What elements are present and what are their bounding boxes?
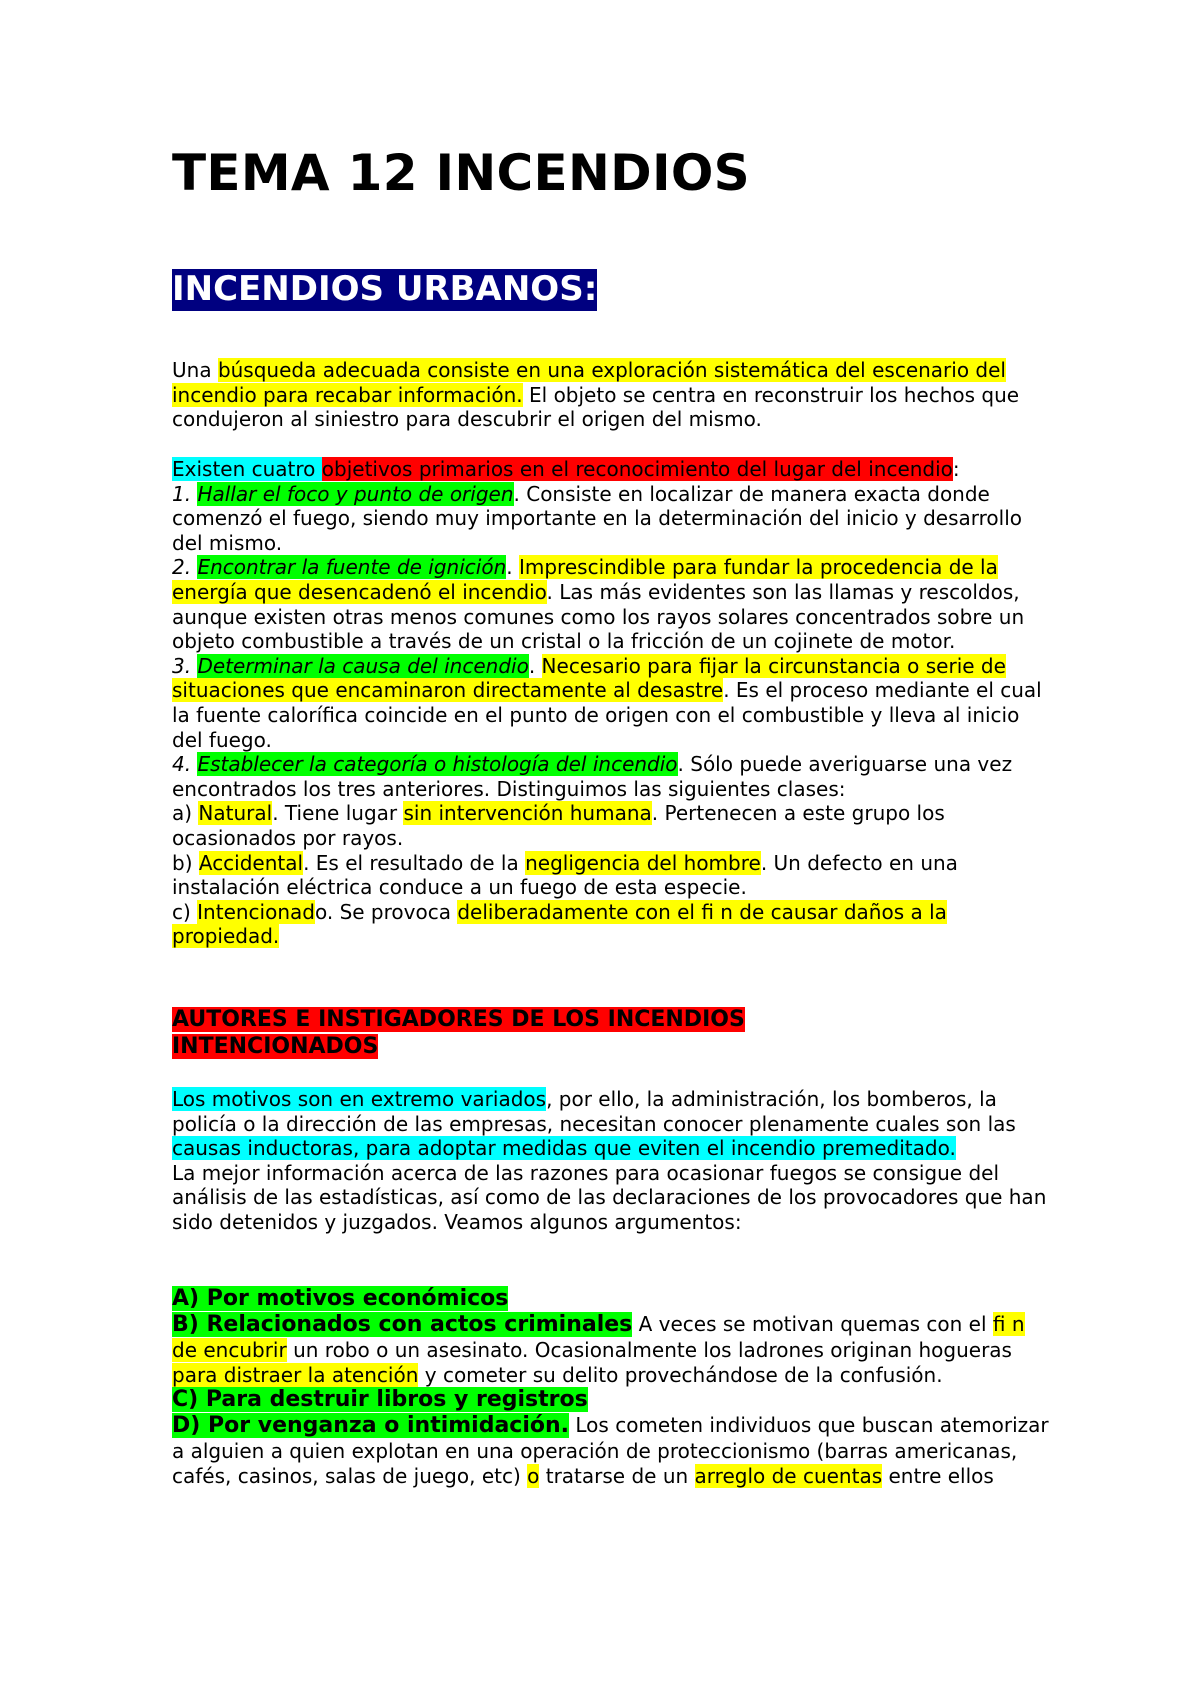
- item3-text: . Es el proceso mediante el cual la fuente calorífica coincide en el punto de origen con el combustible y lleva al inicio del fuego.: [172, 678, 1042, 752]
- item1-text: . Consiste en localizar de manera exacta donde comenzó el fuego, siendo muy importante en la determinación del inicio y desarrollo del mismo.: [172, 481, 1023, 555]
- class-c-name: Intencionad: [197, 899, 315, 924]
- class-b-text: . Es el resultado de la: [303, 850, 526, 875]
- class-a-text: . Tiene lugar: [272, 801, 404, 826]
- item3-highlight: Necesario para fijar la circunstancia o serie de situaciones que encaminaron directamente al desastre: [172, 653, 1006, 703]
- arguments-block: [172, 1286, 1052, 1488]
- item4-num: 4.: [172, 752, 198, 777]
- argument-d-text: Los cometen individuos que buscan atemorizar a alguien a quien explotan en una operación de proteccionismo (barras americanas, cafés, casinos, salas de juego, etc): [172, 1413, 1049, 1488]
- item2-text: . Las más evidentes son las llamas y rescoldos, aunque existen otras menos comunes como los rayos solares concentrados sobre un objeto combustible a través de un cristal o la fricción de un cojinete de motor.: [172, 579, 1025, 654]
- class-a-text: . Pertenecen a este grupo los ocasionados por rayos.: [172, 801, 945, 850]
- motives-paragraph: [172, 1087, 1052, 1235]
- argument-b-highlight: fi n de encubrir: [172, 1312, 1025, 1362]
- class-b-highlight: negligencia del hombre: [525, 850, 761, 875]
- lead-end: :: [952, 457, 960, 481]
- argument-d-title: D) Por venganza o intimidación.: [172, 1413, 570, 1439]
- item1-title: Hallar el foco y punto de origen: [197, 481, 514, 506]
- argument-d-text: entre ellos: [882, 1463, 994, 1488]
- argument-b-title: B) Relacionados con actos criminales: [172, 1312, 633, 1337]
- item4-text: . Sólo puede averiguarse una vez encontrados los tres anteriores. Distinguimos las siguientes clases:: [172, 752, 1013, 801]
- section-heading-text: INCENDIOS URBANOS:: [172, 269, 598, 309]
- argument-a: A) Por motivos económicos: [172, 1286, 509, 1311]
- argument-b-highlight-2: para distraer la atención: [172, 1362, 419, 1387]
- argument-b-text: A veces se motivan quemas con el: [632, 1312, 993, 1336]
- argument-b-text: un robo o un asesinato. Ocasionalmente los ladrones originan hogueras: [286, 1338, 1012, 1362]
- argument-d-highlight: o: [527, 1463, 540, 1488]
- class-a-name: Natural: [198, 801, 273, 826]
- intro-highlight: búsqueda adecuada consiste en una exploración sistemática del escenario del incendio para recabar información.: [172, 358, 1006, 407]
- lead-highlight-cyan: Existen cuatro: [172, 457, 322, 481]
- item3-title: Determinar la causa del incendio: [197, 653, 529, 678]
- page-title: TEMA 12 INCENDIOS: [172, 144, 750, 202]
- class-c-highlight: deliberadamente con el fi n de causar daños a la propiedad.: [172, 899, 947, 949]
- objectives-lead: [172, 457, 1052, 949]
- item1-num: 1.: [172, 481, 198, 506]
- item2-num: 2.: [172, 555, 198, 580]
- item3-sep: .: [528, 653, 542, 678]
- motives-highlight-2: causas inductoras, para adoptar medidas que eviten el incendio premeditado.: [172, 1136, 956, 1161]
- intro-text: Una: [172, 358, 218, 382]
- item3-num: 3.: [172, 653, 198, 678]
- class-c-prefix: c): [172, 899, 198, 924]
- intro-paragraph: [172, 358, 1052, 432]
- class-b-text: . Un defecto en una instalación eléctrica conduce a un fuego de esta especie.: [172, 850, 958, 900]
- lead-highlight-red: objetivos primarios en el reconocimiento del lugar del incendio: [321, 457, 953, 481]
- intro-text: El objeto se centra en reconstruir los hechos que condujeron al siniestro para descubrir el origen del mismo.: [172, 382, 1020, 432]
- item2-highlight: Imprescindible para fundar la procedencia de la energía que desencadenó el incendio: [172, 555, 998, 604]
- class-a-highlight: sin intervención humana: [403, 801, 652, 826]
- argument-c: C) Para destruir libros y registros: [172, 1387, 588, 1413]
- class-c-text: o. Se provoca: [314, 899, 458, 924]
- section2-heading-text: AUTORES E INSTIGADORES DE LOS INCENDIOS INTENCIONADOS: [172, 1007, 745, 1059]
- class-b-name: Accidental: [198, 850, 304, 875]
- item2-title: Encontrar la fuente de ignición: [197, 555, 507, 580]
- argument-b-text: y cometer su delito provechándose de la confusión.: [418, 1362, 943, 1387]
- class-b-prefix: b): [172, 850, 199, 875]
- motives-text: , por ello, la administración, los bomberos, la policía o la dirección de las empresas, necesitan conocer plenamente cuales son las: [172, 1087, 1016, 1136]
- item4-title: Establecer la categoría o histología del incendio: [197, 752, 678, 777]
- class-a-prefix: a): [172, 801, 199, 826]
- motives-highlight: Los motivos son en extremo variados: [172, 1087, 547, 1111]
- section-heading-incendios-urbanos: [172, 268, 597, 310]
- argument-d-highlight-2: arreglo de cuentas: [694, 1463, 883, 1488]
- item2-sep: .: [506, 555, 519, 580]
- statistics-text: La mejor información acerca de las razones para ocasionar fuegos se consigue del análisis de las estadísticas, así como de las declaraciones de los provocadores que han sido detenidos y juzgados. Veamos algunos argumentos:: [172, 1160, 1047, 1234]
- section-heading-autores: [172, 1006, 832, 1060]
- argument-d-text: tratarse de un: [539, 1463, 695, 1488]
- objectives-block: [172, 457, 1052, 949]
